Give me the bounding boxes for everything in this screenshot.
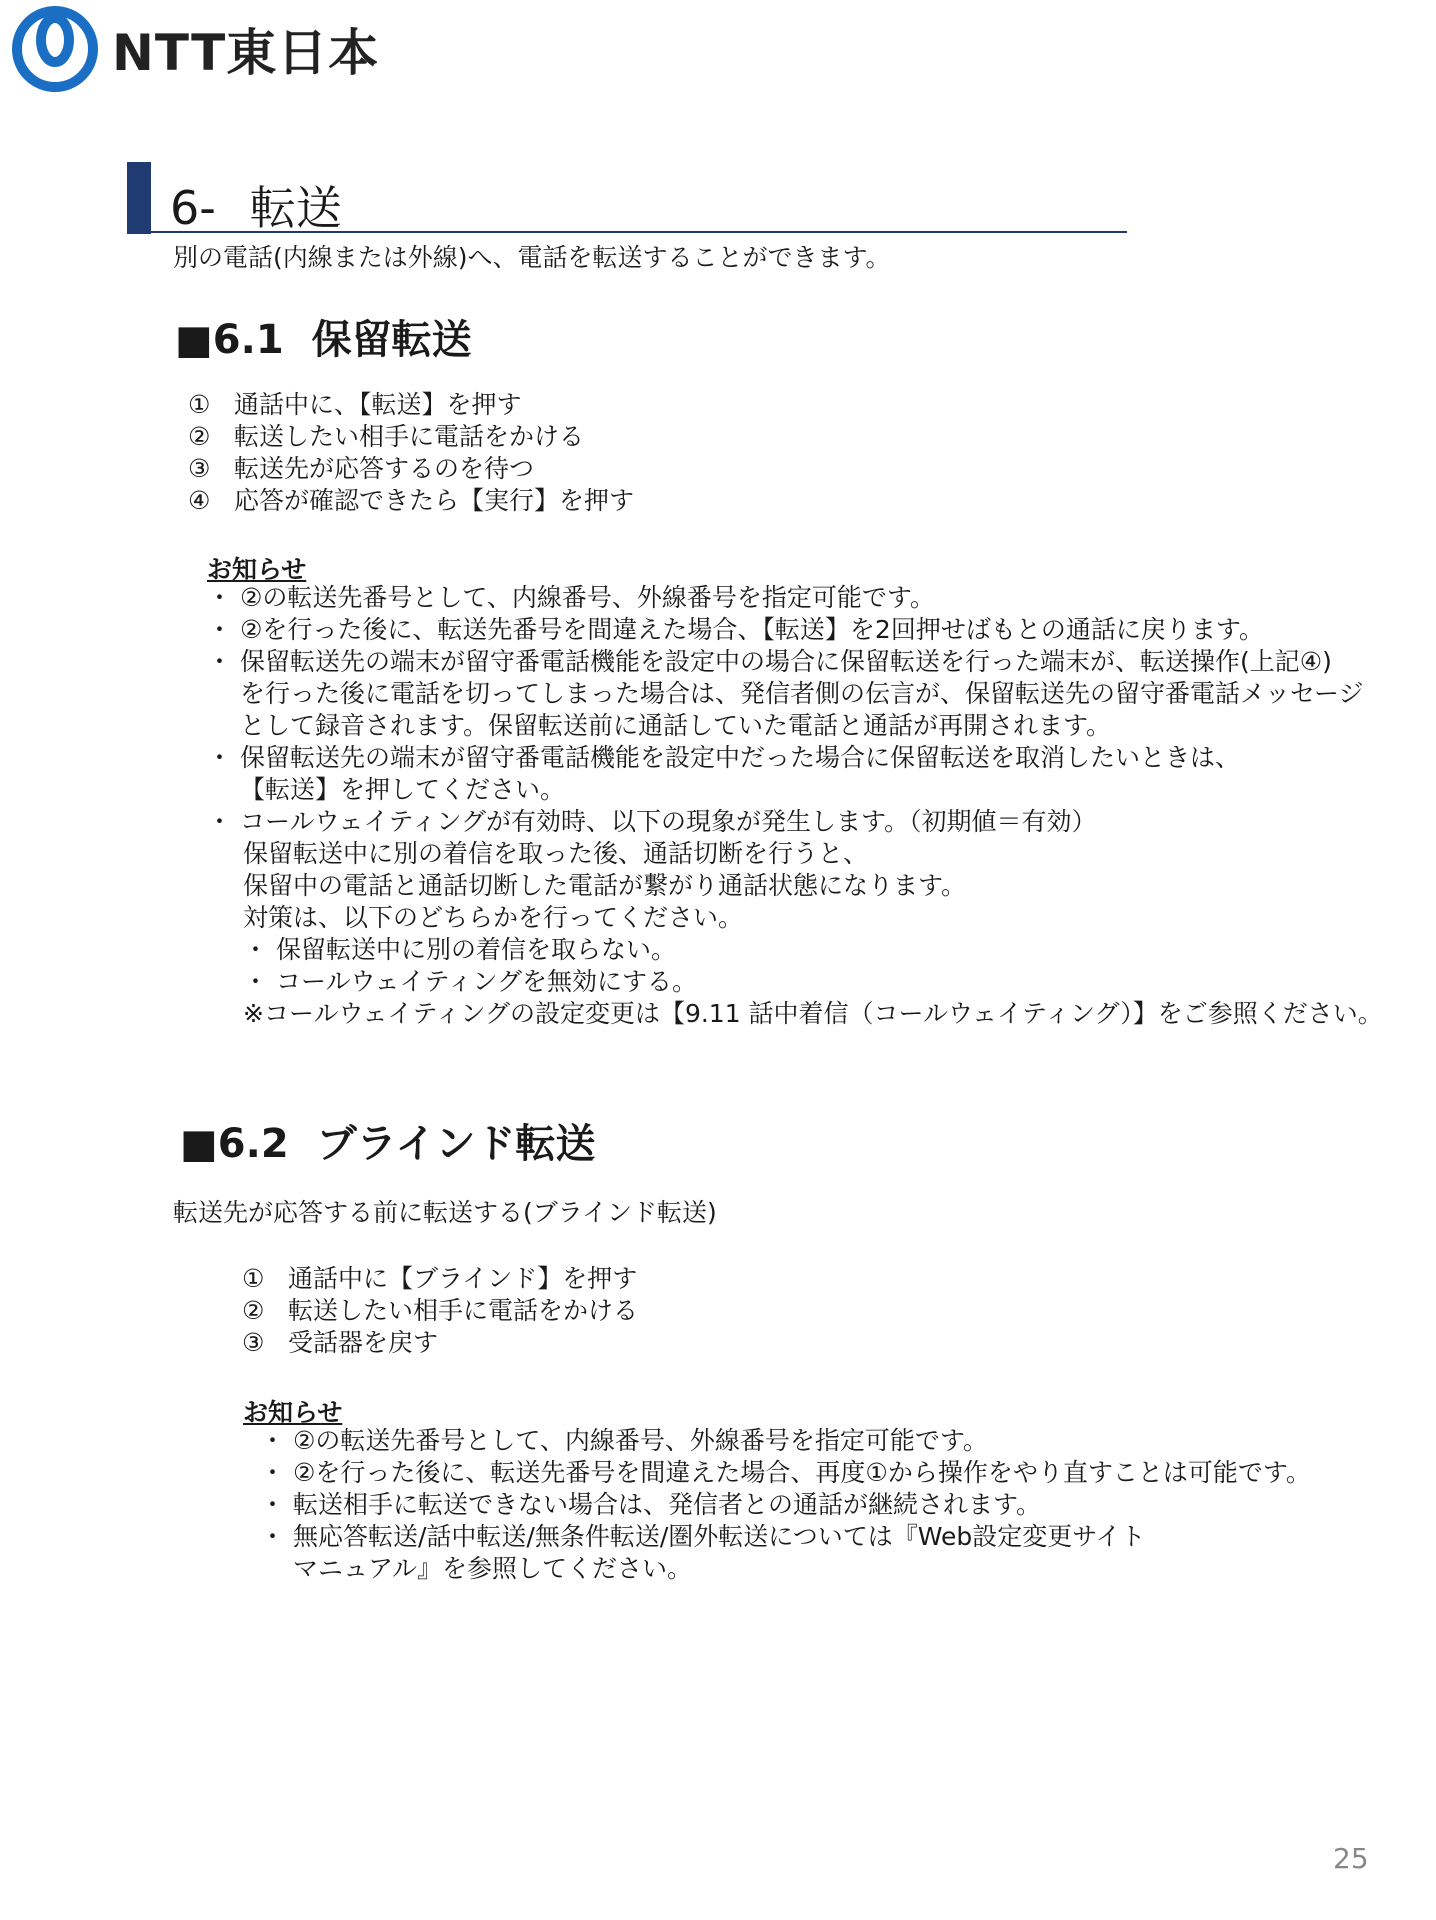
step-text: 転送先が応答するのを待つ (234, 454, 535, 483)
step-mark: ① (242, 1264, 265, 1293)
notice-text: 転送相手に転送できない場合は、発信者との通話が継続されます。 (293, 1490, 1042, 1519)
section-accent-bar (127, 162, 151, 234)
subsection-6-1-number: ■6.1 (175, 317, 284, 363)
step-text: 転送したい相手に電話をかける (234, 422, 585, 451)
notice-text: 保留転送中に別の着信を取らない。 (276, 935, 677, 964)
notice-bullet (260, 1489, 1041, 1521)
ntt-logo (12, 6, 379, 92)
notice-text: 無応答転送/話中転送/無条件転送/圏外転送については『Web設定変更サイト (293, 1522, 1146, 1551)
step-item (188, 485, 634, 517)
notice-sub-bullet (243, 934, 676, 966)
step-item (242, 1327, 438, 1359)
ntt-logo-mark-icon (12, 6, 98, 92)
step-text: 通話中に【ブラインド】を押す (288, 1264, 638, 1293)
step-mark: ③ (188, 454, 211, 483)
bullet-mark: ・ (207, 807, 233, 836)
notice-text: 保留転送先の端末が留守番電話機能を設定中の場合に保留転送を行った端末が、転送操作(上記④) (240, 647, 1332, 676)
page-number: 25 (1333, 1842, 1369, 1875)
step-mark: ④ (188, 486, 211, 515)
step-item (242, 1295, 638, 1327)
subsection-6-1-heading (175, 308, 472, 365)
notice-bullet (207, 614, 1264, 646)
notice-continuation: を行った後に電話を切ってしまった場合は、発信者側の伝言が、保留転送先の留守番電話メッセージ (240, 679, 1364, 708)
bullet-mark: ・ (260, 1522, 286, 1551)
bullet-mark: ・ (243, 967, 269, 996)
notice-text: ②の転送先番号として、内線番号、外線番号を指定可能です。 (293, 1426, 988, 1455)
notice-bullet (207, 582, 935, 614)
subsection-6-2-title: ブラインド転送 (316, 1121, 596, 1167)
notice-bullet (260, 1425, 988, 1457)
notice-continuation: 保留転送中に別の着信を取った後、通話切断を行うと、 (243, 839, 869, 868)
subsection-6-2-number: ■6.2 (180, 1121, 289, 1167)
notice-text: ②の転送先番号として、内線番号、外線番号を指定可能です。 (240, 583, 935, 612)
step-item (188, 389, 522, 421)
notice-bullet (260, 1457, 1311, 1489)
step-text: 転送したい相手に電話をかける (288, 1296, 639, 1325)
notice-text: 保留転送先の端末が留守番電話機能を設定中だった場合に保留転送を取消したいときは、 (240, 743, 1241, 772)
bullet-mark: ・ (207, 743, 233, 772)
section-number: 6- (170, 181, 216, 235)
bullet-mark: ・ (260, 1490, 286, 1519)
notice-continuation: として録音されます。保留転送前に通話していた電話と通話が再開されます。 (240, 711, 1112, 740)
notice-bullet (207, 742, 1240, 774)
notice-reference: ※コールウェイティングの設定変更は【9.11 話中着信（コールウェイティング）】をご参照ください。 (243, 999, 1383, 1028)
notice-bullet (207, 646, 1332, 678)
step-mark: ② (242, 1296, 265, 1325)
bullet-mark: ・ (260, 1426, 286, 1455)
step-text: 応答が確認できたら【実行】を押す (234, 486, 635, 515)
notice-text: コールウェイティングを無効にする。 (276, 967, 698, 996)
step-item (188, 421, 584, 453)
subsection-6-2-intro: 転送先が応答する前に転送する(ブラインド転送) (173, 1198, 717, 1227)
logo-text: NTT東日本 (112, 24, 380, 82)
section-description: 別の電話(内線または外線)へ、電話を転送することができます。 (173, 243, 891, 272)
bullet-mark: ・ (207, 647, 233, 676)
notice-continuation: 【転送】を押してください。 (240, 775, 566, 804)
step-mark: ③ (242, 1328, 265, 1357)
step-item (188, 453, 534, 485)
section-title-text: 転送 (249, 181, 342, 235)
bullet-mark: ・ (207, 615, 233, 644)
bullet-mark: ・ (260, 1458, 286, 1487)
bullet-mark: ・ (243, 935, 269, 964)
notice-continuation: 保留中の電話と通話切断した電話が繋がり通話状態になります。 (243, 871, 967, 900)
step-item (242, 1263, 637, 1295)
notice-heading: お知らせ (207, 555, 307, 584)
step-mark: ② (188, 422, 211, 451)
bullet-mark: ・ (207, 583, 233, 612)
notice-bullet (260, 1521, 1146, 1553)
subsection-6-2-heading (180, 1112, 595, 1169)
notice-continuation: 対策は、以下のどちらかを行ってください。 (243, 903, 744, 932)
notice-text: コールウェイティングが有効時、以下の現象が発生します。（初期値＝有効） (240, 807, 1097, 836)
notice-sub-bullet (243, 966, 697, 998)
notice-continuation: マニュアル』を参照してください。 (293, 1554, 693, 1583)
notice-bullet (207, 806, 1097, 838)
subsection-6-1-title: 保留転送 (311, 317, 472, 363)
notice-heading: お知らせ (243, 1398, 343, 1427)
notice-text: ②を行った後に、転送先番号を間違えた場合、【転送】を2回押せばもとの通話に戻ります。 (240, 615, 1264, 644)
section-title (170, 172, 342, 238)
step-text: 受話器を戻す (288, 1328, 439, 1357)
step-mark: ① (188, 390, 211, 419)
notice-text: ②を行った後に、転送先番号を間違えた場合、再度①から操作をやり直すことは可能です。 (293, 1458, 1311, 1487)
step-text: 通話中に、【転送】を押す (234, 390, 522, 419)
